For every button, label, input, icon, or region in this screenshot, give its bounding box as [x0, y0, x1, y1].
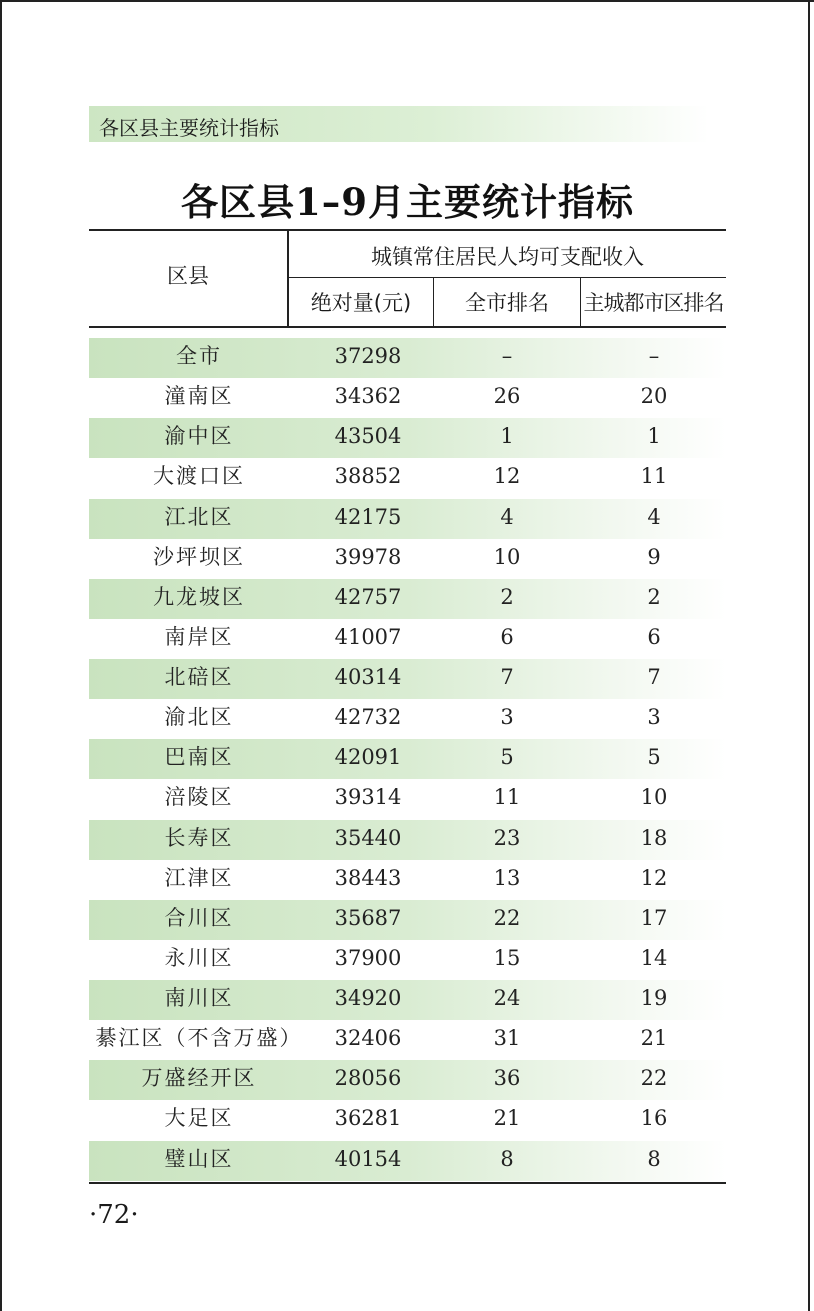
- cell-district: 巴南区: [164, 745, 234, 770]
- cell-absolute: 41007: [334, 624, 402, 649]
- cell-absolute: 34362: [334, 384, 402, 409]
- cell-main-rank: 12: [640, 865, 668, 890]
- cell-main-rank: 10: [640, 785, 668, 810]
- cell-main-rank: 3: [647, 705, 661, 730]
- cell-city-rank: 12: [493, 464, 521, 489]
- cell-absolute: 42732: [334, 705, 402, 730]
- cell-city-rank: 3: [500, 705, 514, 730]
- cell-city-rank: 21: [493, 1106, 521, 1131]
- cell-absolute: 39314: [334, 785, 402, 810]
- cell-absolute: 28056: [334, 1066, 402, 1091]
- cell-main-rank: 19: [640, 986, 668, 1010]
- table-row: [89, 458, 726, 498]
- header-absolute: 绝对量(元): [310, 291, 412, 315]
- cell-city-rank: 6: [500, 624, 514, 649]
- table-header-rule: [89, 326, 726, 328]
- cell-district: 大足区: [164, 1106, 234, 1131]
- table-bottom-rule: [89, 1182, 726, 1184]
- cell-absolute: 36281: [334, 1106, 402, 1131]
- cell-district: 长寿区: [164, 825, 234, 850]
- table-row: [89, 860, 726, 900]
- table-title: 各区县1–9月主要统计指标: [181, 180, 634, 224]
- cell-main-rank: 18: [640, 825, 668, 850]
- cell-district: 北碚区: [164, 665, 234, 689]
- cell-district: 九龙坡区: [153, 584, 245, 609]
- cell-city-rank: 24: [493, 986, 521, 1010]
- cell-district: 全市: [176, 344, 222, 368]
- cell-main-rank: 8: [647, 1146, 661, 1171]
- cell-city-rank: 11: [493, 785, 521, 810]
- cell-main-rank: 7: [647, 665, 661, 689]
- header-city-rank: 全市排名: [465, 291, 549, 315]
- table-row: [89, 579, 726, 619]
- header-subgroup-rule: [289, 277, 726, 278]
- cell-district: 涪陵区: [164, 785, 234, 810]
- cell-district: 南岸区: [164, 624, 234, 649]
- cell-absolute: 42091: [334, 745, 402, 770]
- cell-district: 沙坪坝区: [153, 544, 245, 569]
- table-top-rule: [89, 229, 726, 231]
- cell-absolute: 35687: [334, 905, 402, 930]
- cell-district: 江北区: [164, 504, 234, 529]
- cell-district: 渝中区: [164, 424, 234, 449]
- cell-district: 渝北区: [164, 705, 234, 730]
- section-banner: [89, 106, 709, 142]
- cell-city-rank: 26: [493, 384, 521, 409]
- cell-main-rank: 16: [640, 1106, 668, 1131]
- table-row: [89, 619, 726, 659]
- table-row: [89, 900, 726, 940]
- cell-absolute: 35440: [334, 825, 402, 850]
- cell-city-rank: 8: [500, 1146, 514, 1171]
- table-row: [89, 739, 726, 779]
- table-row: [89, 1060, 726, 1100]
- cell-city-rank: 1: [500, 424, 514, 449]
- section-banner-label: 各区县主要统计指标: [99, 116, 279, 140]
- page-edge: [808, 0, 814, 1311]
- cell-city-rank: 2: [500, 584, 514, 609]
- cell-district: 璧山区: [164, 1146, 234, 1171]
- cell-city-rank: 15: [493, 945, 521, 970]
- table-row: [89, 940, 726, 980]
- cell-city-rank: 31: [493, 1026, 521, 1051]
- cell-city-rank: –: [501, 344, 513, 368]
- cell-absolute: 43504: [334, 424, 402, 449]
- cell-absolute: 38852: [334, 464, 402, 489]
- cell-absolute: 38443: [334, 865, 402, 890]
- cell-absolute: 32406: [334, 1026, 402, 1051]
- cell-main-rank: 6: [647, 624, 661, 649]
- cell-city-rank: 5: [500, 745, 514, 770]
- cell-district: 永川区: [164, 945, 234, 970]
- page-number: ·72·: [89, 1200, 139, 1230]
- cell-absolute: 34920: [334, 986, 402, 1010]
- table-row: [89, 779, 726, 819]
- header-district: 区县: [167, 264, 209, 288]
- cell-main-rank: 5: [647, 745, 661, 770]
- cell-absolute: 37298: [334, 344, 402, 368]
- table-row: [89, 699, 726, 739]
- table-row: [89, 539, 726, 579]
- cell-main-rank: 17: [640, 905, 668, 930]
- cell-absolute: 39978: [334, 544, 402, 569]
- cell-district: 綦江区（不含万盛）: [95, 1026, 303, 1051]
- cell-city-rank: 10: [493, 544, 521, 569]
- cell-main-rank: 11: [640, 464, 668, 489]
- cell-district: 合川区: [164, 905, 234, 930]
- cell-main-rank: 1: [647, 424, 661, 449]
- table-body: [89, 338, 726, 1181]
- table-row: [89, 980, 726, 1020]
- cell-city-rank: 22: [493, 905, 521, 930]
- table-row: [89, 1020, 726, 1060]
- table-row: [89, 659, 726, 699]
- cell-main-rank: 20: [640, 384, 668, 409]
- cell-district: 南川区: [164, 986, 234, 1010]
- table-row: [89, 499, 726, 539]
- cell-absolute: 40314: [334, 665, 402, 689]
- cell-main-rank: 4: [647, 504, 661, 529]
- cell-district: 潼南区: [164, 384, 234, 409]
- cell-main-rank: –: [648, 344, 660, 368]
- cell-absolute: 40154: [334, 1146, 402, 1171]
- table-row: [89, 338, 726, 378]
- cell-district: 江津区: [164, 865, 234, 890]
- table-row: [89, 820, 726, 860]
- cell-district: 万盛经开区: [141, 1066, 257, 1091]
- cell-main-rank: 21: [640, 1026, 668, 1051]
- cell-city-rank: 4: [500, 504, 514, 529]
- cell-main-rank: 9: [647, 544, 661, 569]
- cell-city-rank: 23: [493, 825, 521, 850]
- table-row: [89, 378, 726, 418]
- cell-absolute: 42757: [334, 584, 402, 609]
- header-income-group: 城镇常住居民人均可支配收入: [371, 245, 644, 269]
- cell-absolute: 37900: [334, 945, 402, 970]
- cell-absolute: 42175: [334, 504, 402, 529]
- table-row: [89, 1141, 726, 1181]
- cell-district: 大渡口区: [153, 464, 245, 489]
- table-row: [89, 418, 726, 458]
- cell-main-rank: 22: [640, 1066, 668, 1091]
- table-row: [89, 1100, 726, 1140]
- cell-main-rank: 2: [647, 584, 661, 609]
- cell-city-rank: 13: [493, 865, 521, 890]
- cell-main-rank: 14: [640, 945, 668, 970]
- cell-city-rank: 7: [500, 665, 514, 689]
- cell-city-rank: 36: [493, 1066, 521, 1091]
- header-main-rank: 主城都市区排名: [583, 291, 724, 315]
